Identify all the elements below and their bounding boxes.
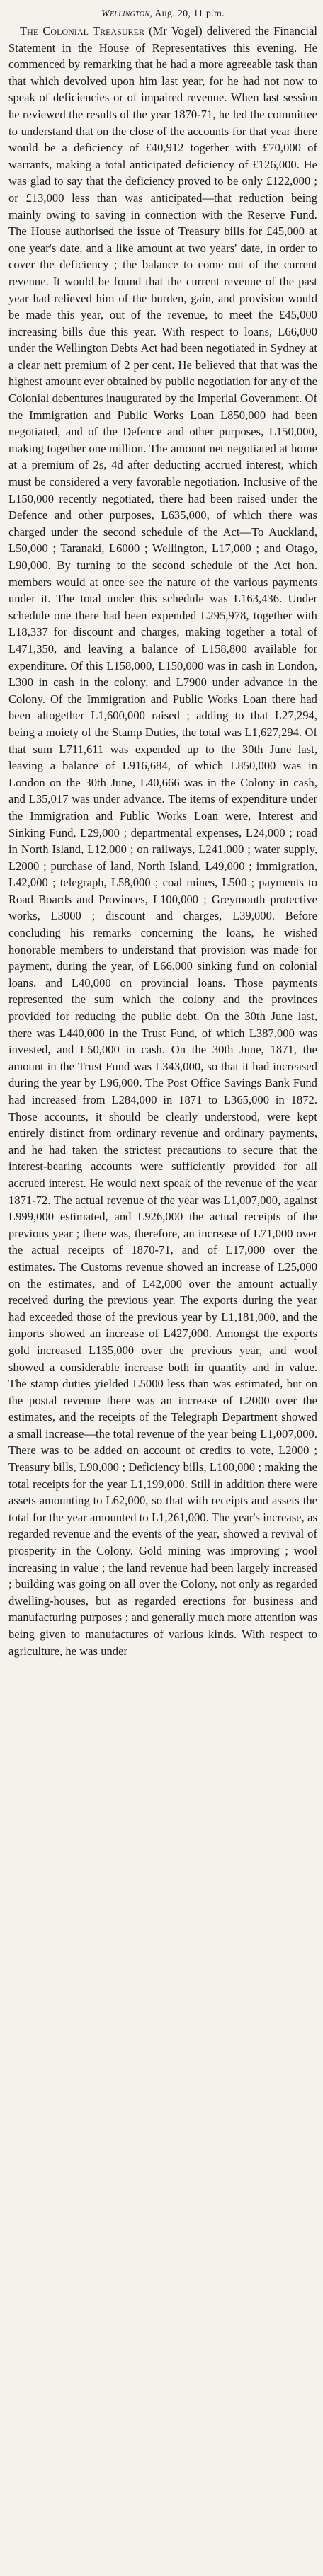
article-text: (Mr Vogel) delivered the Financial Statement in the House of Representatives this evening. He commenced by remarking that he had a more agreeable task than that which devolved upon him last year, for he had not now to speak of deficiencies or of impaired revenue. When last session he reviewed the results of the year 1870-71, he led the committee to understand that on the close of the accounts for that year there would be a deficiency of £40,912 together with £70,000 of warrants, making a total anticipated deficiency of £126,000. He was glad to say that the deficiency proved to be only £122,000 ; or £13,000 less than was anticipated—that reduction being mainly owing to saving in connection with the Reserve Fund. The House authorised the issue of Treasury bills for £45,000 at one year's date, and a like amount at two years' date, in order to cover the deficiency ; the balance to come out of the current revenue. It would be found that the current revenue of the past year had relieved him of the burden, gain, and provision would be made this year, out of the revenue, to meet the £45,000 increasing bills due this year. With respect to loans, L66,000 under the Wellington Debts Act had been negotiated in Sydney at a clear nett premium of 2 per cent. He believed that that was the highest amount ever obtained by public negotiation for any of the Colonial debentures inaugurated by the Imperial Government. Of the Immigration and Public Works Loan L850,000 had been negotiated, and of the Defence and other purposes, L150,000, making together one million. The amount net negotiated at home at a premium of 2s, 4d after deducting accrued interest, which must be considered a very favorable negotiation. Inclusive of the L150,000 recently negotiated, there had been raised under the Defence and other purposes, L635,000, of which there was charged under the second schedule of the Act—To Auckland, L50,000 ; Taranaki, L6000 ; Wellington, L17,000 ; and Otago, L90,000. By turning to the second schedule of the Act hon. members would at once see the nature of the various payments under it. The total under this schedule was L163,436. Under schedule one there had been expended L295,978, together with L18,337 for discount and charges, making together a total of L471,350, and leaving a balance of L158,800 available for expenditure. Of this L158,000, L150,000 was in cash in London, L300 in cash in the colony, and L7900 under advance in the Colony. Of the Immigration and Public Works Loan there had been altogether L1,600,000 raised ; adding to that L27,294, being a moiety of the Stamp Duties, the total was L1,627,294. Of that sum L711,611 was expended up to the 30th June last, leaving a balance of L916,684, of which L850,000 was in London on the 30th June, L40,666 was in the Colony in cash, and L35,017 was under advance. The items of expenditure under the Immigration and Public Works Loan were, Interest and Sinking Fund, L29,000 ; departmental expenses, L24,000 ; road in North Island, L12,000 ; on railways, L241,000 ; water supply, L2000 ; purchase of land, North Island, L49,000 ; immigration, L42,000 ; telegraph, L58,000 ; coal mines, L500 ; payments to Road Boards and Provinces, L100,000 ; Greymouth protective works, L3000 ; discount and charges, L39,000. Before concluding his remarks concerning the loans, he wished honorable members to understand that provision was made for payment, during the year, of L66,000 sinking fund on colonial loans, and L40,000 on provincial loans. Those payments represented the sum which the colony and the provinces provided for reducing the public debt. On the 30th June last, there was L440,000 in the Trust Fund, of which L387,000 was invested, and L50,000 in cash. On the 30th June, 1871, the amount in the Trust Fund was L343,000, so that it had increased during the year by L96,000. The Post Office Savings Bank Fund had increased from L284,000 in 1871 to L365,000 in 1872. Those accounts, it should be clearly understood, were kept entirely distinct from ordinary revenue and ordinary payments, and he had taken the strictest precautions to secure that the interest-bearing accounts were sufficiently provided for all accrued interest. He would next speak of the revenue of the year 1871-72. The actual revenue of the year was L1,007,000, against L999,000 estimated, and L926,000 the actual receipts of the previous year ; there was, therefore, an increase of L71,000 over the actual receipts of 1870-71, and of L17,000 over the estimates. The Customs revenue showed an increase of L25,000 on the estimates, and of L42,000 over the amount actually received during the previous year. The exports during the year had exceeded those of the previous year by L1,181,000, and the imports showed an increase of L427,000. Amongst the exports gold increased L135,000 over the previous year, and wool showed a considerable increase both in quantity and in value. The stamp duties yielded L5000 less than was estimated, but on the postal revenue there was an increase of L2000 over the estimates, and the receipts of the Telegraph Department showed a small increase—the total revenue of the year being L1,007,000. There was to be added on account of credits to vote, L2000 ; Treasury bills, L90,000 ; Deficiency bills, L100,000 ; making the total receipts for the year L1,199,000. Still in addition there were assets amounting to L62,000, so that with receipts and assets the total for the year amounted to L1,261,000. The year's increase, as regarded revenue and the events of the year, showed a revival of prosperity in the Colony. Gold mining was improving ; wool increasing in value ; the land revenue had been largely increased ; building was going on all over the Colony, not only as regarded dwelling-houses, but as regarded erections for business and manufacturing purposes ; and generally much more attention was being given to manufactures of various kinds. With respect to agriculture, he was under [8,24,317,1658]
lead-name: The Colonial Treasurer [20,24,145,38]
article-body [8,23,317,1659]
dateline [8,7,317,21]
dateline-place: Wellington, [101,8,153,19]
dateline-date: Aug. 20, 11 p.m. [152,8,225,19]
